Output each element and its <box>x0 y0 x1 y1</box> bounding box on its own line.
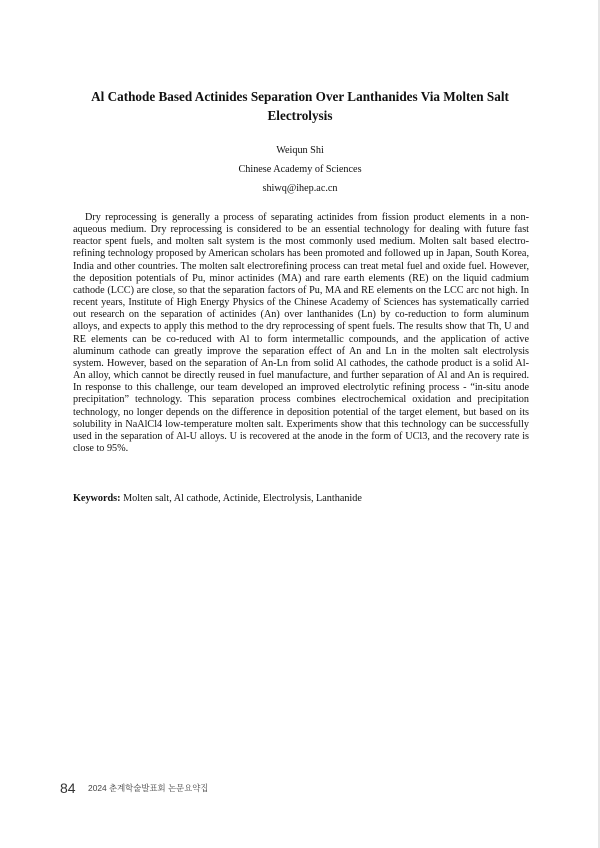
footer-proceedings-title: 2024 춘계학술발표회 논문요약집 <box>88 782 209 793</box>
page-footer <box>60 779 208 797</box>
author-email: shiwq@ihep.ac.cn <box>262 183 338 194</box>
author-block <box>70 141 530 198</box>
abstract-body: Dry reprocessing is generally a process of separating actinides from fission product elements in a non-aqueous medium. Dry reprocessing is considered to be an essential technology for dealing with future fast reactor spent fuels, and molten salt system is the most commonly used medium. Molten salt based electro-refining technology proposed by American scholars has been promoted and followed up in Japan, South Korea, India and other countries. The molten salt electrorefining process can treat metal fuel and oxide fuel. However, the deposition potentials of Pu, minor actinides (MA) and rare earth elements (RE) on the liquid cadmium cathode (LCC) are close, so that the separation factors of Pu, MA and RE elements on the LCC arc not high. In recent years, Institute of High Energy Physics of the Chinese Academy of Sciences has systematically carried out research on the separation of actinides (An) over lanthanides (Ln) by co-reduction to form aluminum alloys, and expects to apply this method to the dry reprocessing of spent fuels. The results show that Th, U and RE elements can be co-reduced with Al to form intermetallic compounds, and the application of active aluminum cathode can greatly improve the separation effect of An and Ln in the molten salt electrolysis system. However, based on the separation of An-Ln from solid Al cathodes, the cathode product is a solid Al-An alloy, which cannot be directly reused in fuel manufacture, and further separation of Al and An is required. In response to this challenge, our team developed an improved electrolytic refining process - “in-situ anode precipitation” technology. This separation process combines electrochemical oxidation and precipitation technology, no longer depends on the difference in deposition potential of the target element, but based on its solubility in NaAlCl4 low-temperature molten salt. Experiments show that this technology can be successfully used in the separation of Al-U alloys. U is recovered at the anode in the form of UCl3, and the recovery rate is close to 95%. <box>73 212 529 454</box>
paper-title: Al Cathode Based Actinides Separation Over Lanthanides Via Molten Salt Electrolysis <box>91 89 509 123</box>
page-number: 84 <box>60 779 76 796</box>
author-name: Weiqun Shi <box>276 145 324 156</box>
author-affiliation: Chinese Academy of Sciences <box>238 164 362 175</box>
keywords-label: Keywords: <box>73 493 121 504</box>
keywords-line <box>73 492 529 505</box>
keywords-text: Molten salt, Al cathode, Actinide, Electrolysis, Lanthanide <box>123 493 362 504</box>
